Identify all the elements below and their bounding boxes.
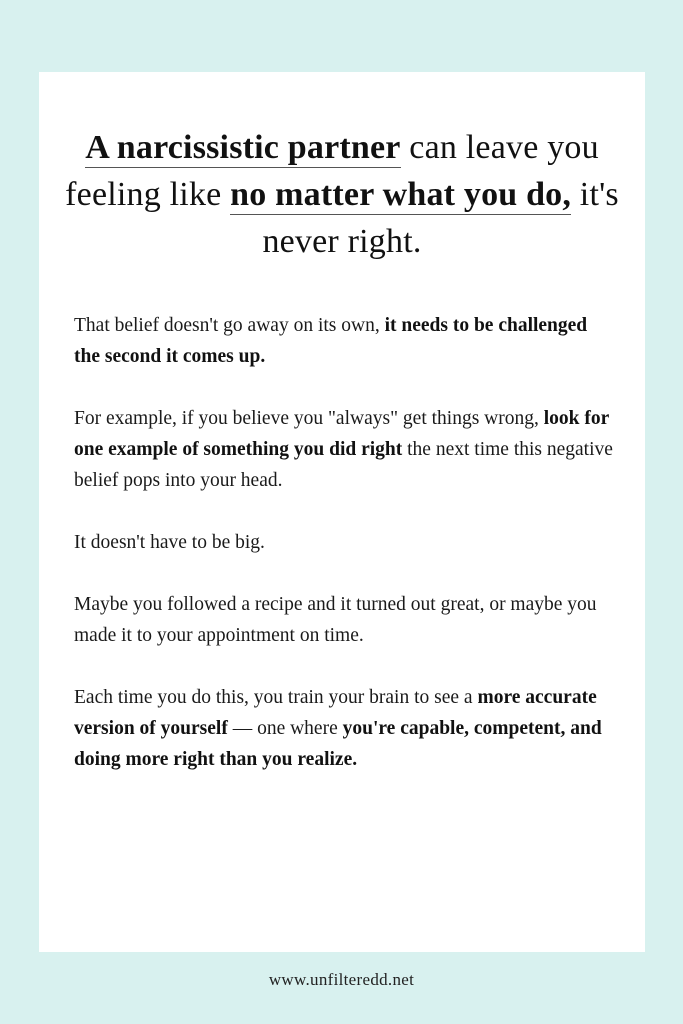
headline <box>39 124 645 265</box>
paragraph-2 <box>74 403 614 496</box>
paragraph-4 <box>74 589 614 651</box>
footer-url[interactable]: www.unfilteredd.net <box>268 970 415 989</box>
content-card <box>39 72 645 952</box>
paragraph-1 <box>74 310 614 372</box>
headline-text-2: it's never right. <box>262 176 619 260</box>
paragraph-5-bold-1: more accurate version of yourself <box>74 687 597 739</box>
headline-text-1: can leave you feeling like <box>65 129 599 213</box>
paragraph-3-text: It doesn't have to be big. <box>74 532 265 553</box>
headline-highlight-1: A narcissistic partner <box>85 129 401 166</box>
paragraph-2-text-1: For example, if you believe you "always" get things wrong, <box>74 408 544 429</box>
paragraph-2-text-2: the next time this negative belief pops into your head. <box>74 439 613 491</box>
paragraph-5 <box>74 682 614 775</box>
paragraph-2-bold: look for one example of something you did right <box>74 408 609 460</box>
paragraph-3 <box>74 527 614 558</box>
paragraph-5-text-2: — one where <box>227 718 343 739</box>
headline-highlight-2: no matter what you do, <box>230 176 572 213</box>
paragraph-1-bold: it needs to be challenged the second it comes up. <box>74 315 588 367</box>
paragraph-1-text: That belief doesn't go away on its own, <box>74 315 385 336</box>
paragraph-4-text: Maybe you followed a recipe and it turned out great, or maybe you made it to your appointment on time. <box>74 594 597 646</box>
paragraph-5-bold-2: you're capable, competent, and doing more right than you realize. <box>74 718 602 770</box>
paragraph-5-text-1: Each time you do this, you train your brain to see a <box>74 687 478 708</box>
body-text <box>74 310 614 806</box>
